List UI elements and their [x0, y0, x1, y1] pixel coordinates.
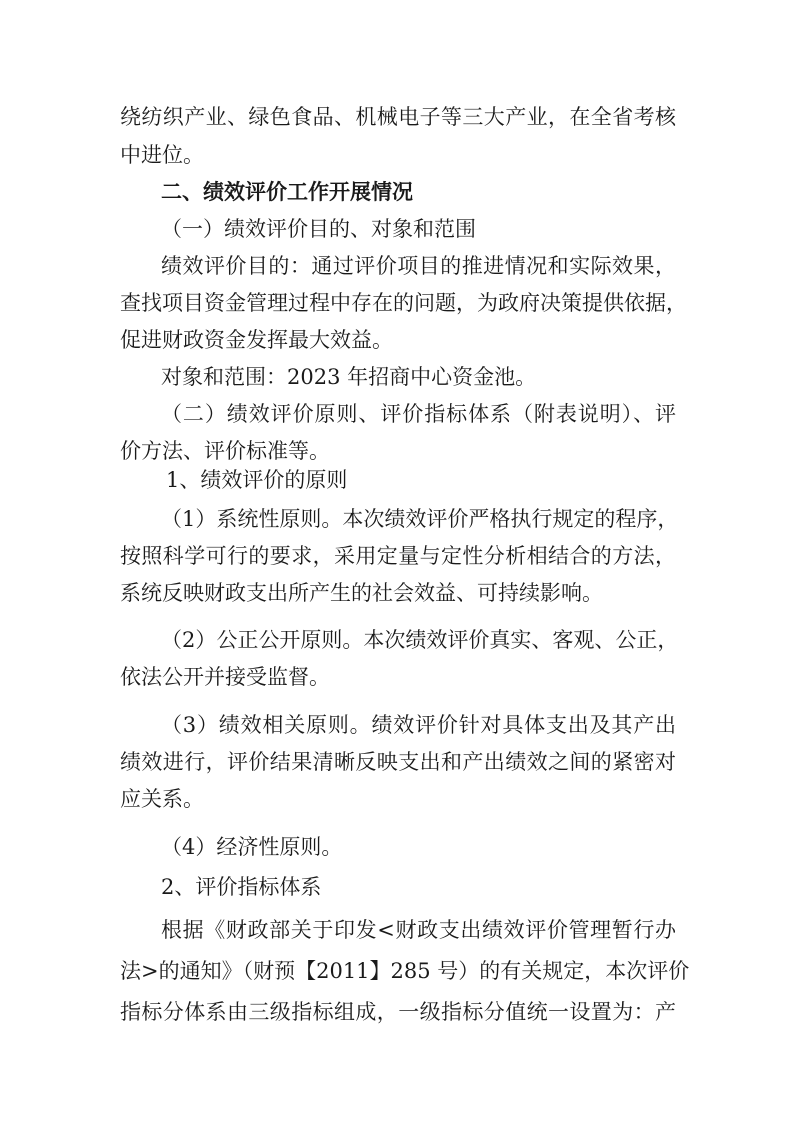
paragraph-line: 根据《财政部关于印发<财政支出绩效评价管理暂行办 [161, 918, 676, 942]
paragraph-line: 对象和范围：2023 年招商中心资金池。 [161, 365, 537, 389]
paragraph-line: 依法公开并接受监督。 [120, 665, 330, 689]
paragraph-line: （2）公正公开原则。本次绩效评价真实、客观、公正， [161, 628, 679, 652]
paragraph-line: 指标分体系由三级指标组成，一级指标分值统一设置为：产 [120, 1000, 676, 1024]
item-heading: 1、绩效评价的原则 [166, 468, 348, 492]
paragraph-line: 查找项目资金管理过程中存在的问题，为政府决策提供依据， [120, 291, 687, 315]
paragraph-line: 按照科学可行的要求，采用定量与定性分析相结合的方法， [120, 544, 676, 568]
paragraph-line: （3）绩效相关原则。绩效评价针对具体支出及其产出 [161, 713, 676, 737]
paragraph-line: 系统反映财政支出所产生的社会效益、可持续影响。 [120, 581, 603, 605]
paragraph-line: 促进财政资金发挥最大效益。 [120, 328, 393, 352]
subsection-heading: （一）绩效评价目的、对象和范围 [161, 217, 476, 241]
paragraph-line: 绩效评价目的：通过评价项目的推进情况和实际效果， [161, 254, 676, 278]
paragraph-line: 法>的通知》（财预【2011】285 号）的有关规定，本次评价 [120, 959, 690, 983]
paragraph-line: 中进位。 [120, 143, 204, 167]
section-heading: 二、绩效评价工作开展情况 [161, 179, 413, 204]
subsection-heading: 价方法、评价标准等。 [120, 439, 330, 463]
paragraph-line: 绕纺织产业、绿色食品、机械电子等三大产业，在全省考核 [120, 105, 676, 129]
paragraph-line: 绩效进行，评价结果清晰反映支出和产出绩效之间的紧密对 [120, 750, 676, 774]
paragraph-line: （4）经济性原则。 [161, 835, 343, 859]
paragraph-line: 应关系。 [120, 787, 204, 811]
subsection-heading: （二）绩效评价原则、评价指标体系（附表说明）、评 [161, 402, 676, 426]
item-heading: 2、评价指标体系 [161, 875, 322, 899]
paragraph-line: （1）系统性原则。本次绩效评价严格执行规定的程序， [161, 507, 679, 531]
